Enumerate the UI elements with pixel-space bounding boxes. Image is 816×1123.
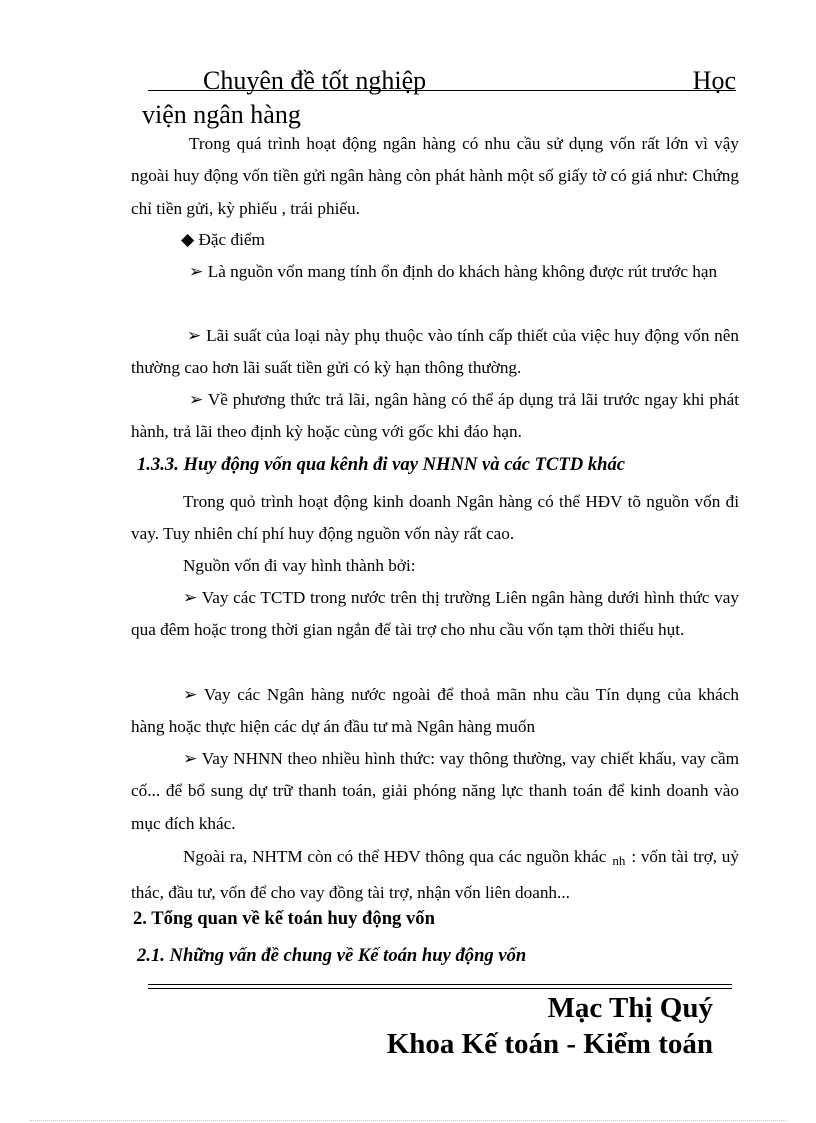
footer-author: Mạc Thị Quý bbox=[547, 992, 713, 1024]
page-header bbox=[148, 62, 736, 98]
paragraph: Trong quỏ trình hoạt động kinh doanh Ngân hàng có thể HĐV tõ nguồn vốn đi vay. Tuy nhiên chí phí huy động nguồn vốn này rất cao. bbox=[131, 492, 739, 544]
paragraph bbox=[131, 841, 739, 910]
bullet-item: ➢ Về phương thức trả lãi, ngân hàng có thể áp dụng trả lãi trước ngay khi phát hành, trả lãi theo định kỳ hoặc cùng với gốc khi đáo hạn. bbox=[131, 390, 739, 442]
paragraph-text: Ngoài ra, NHTM còn có thể HĐV thông qua các nguồn khác bbox=[183, 847, 607, 866]
bullet-heading-characteristics: ◆ Đặc điểm bbox=[181, 230, 265, 249]
header-continuation: viện ngân hàng bbox=[142, 100, 301, 129]
header-title: Chuyên đề tốt nghiệp bbox=[203, 66, 427, 95]
paragraph-intro: Trong quá trình hoạt động ngân hàng có nhu cầu sử dụng vốn rất lớn vì vậy ngoài huy động vốn tiền gửi ngân hàng còn phát hành một số giấy tờ có giá như: Chứng chỉ tiền gửi, kỳ phiếu , trái phiếu. bbox=[131, 134, 739, 218]
section-heading-2-1: 2.1. Những vấn đề chung về Kế toán huy động vốn bbox=[137, 945, 527, 966]
footer-rule bbox=[148, 988, 732, 989]
paragraph-text: : vốn tài trợ, uỷ thác, đầu tư, vốn để cho vay đồng tài trợ, nhận vốn liên doanh... bbox=[131, 847, 739, 903]
bullet-item: ➢ Vay các TCTD trong nước trên thị trường Liên ngân hàng dưới hình thức vay qua đêm hoặc trong thời gian ngắn để tài trợ cho nhu cầu vốn tạm thời thiếu hụt. bbox=[131, 588, 739, 640]
header-rule bbox=[148, 90, 736, 91]
bullet-item: ➢ Vay các Ngân hàng nước ngoài để thoả mãn nhu cầu Tín dụng của khách hàng hoặc thực hiện các dự án đầu tư mà Ngân hàng muốn bbox=[131, 685, 739, 737]
page-edge bbox=[30, 1120, 786, 1121]
bullet-item: ➢ Vay NHNN theo nhiều hình thức: vay thông thường, vay chiết khấu, vay cầm cố... để bổ sung dự trữ thanh toán, giải phóng năng lực thanh toán để kinh doanh vào mục đích khác. bbox=[131, 749, 739, 833]
paragraph: Nguồn vốn đi vay hình thành bởi: bbox=[183, 556, 416, 575]
footer-faculty: Khoa Kế toán - Kiểm toán bbox=[386, 1028, 713, 1060]
header-title-right: Học bbox=[692, 66, 736, 95]
paragraph-note: nh bbox=[612, 853, 626, 868]
footer-rule bbox=[148, 984, 732, 985]
section-heading-2: 2. Tổng quan về kế toán huy động vốn bbox=[133, 908, 435, 929]
section-heading-1-3-3: 1.3.3. Huy động vốn qua kênh đi vay NHNN và các TCTD khác bbox=[137, 454, 626, 475]
bullet-item: ➢ Là nguồn vốn mang tính ổn định do khách hàng không được rút trước hạn bbox=[189, 262, 718, 281]
bullet-item: ➢ Lãi suất của loại này phụ thuộc vào tính cấp thiết của việc huy động vốn nên thường cao hơn lãi suất tiền gửi có kỳ hạn thông thường. bbox=[131, 326, 739, 378]
